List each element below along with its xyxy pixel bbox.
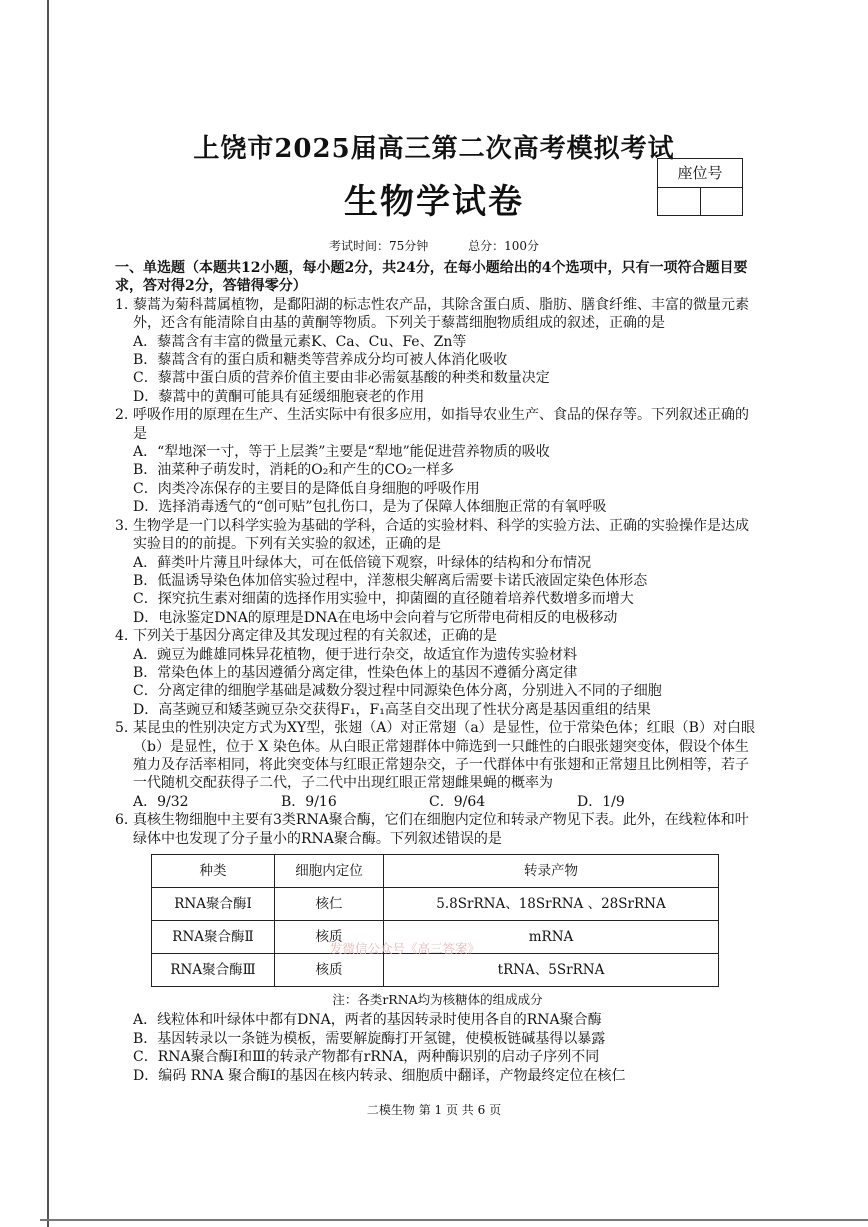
option: B．油菜种子萌发时，消耗的O₂和产生的CO₂一样多 [133,462,455,479]
bottom-edge-line [40,1219,868,1221]
section-heading: 一、单选题（本题共12小题，每小题2分，共24分，在每小题给出的4个选项中，只有一项符合题目要求，答对得2分，答错得零分） [115,260,748,295]
table-cell: 5.8SrRNA、18SrRNA 、28SrRNA [384,888,719,921]
options-row [115,793,760,811]
table-header-cell: 转录产物 [384,855,719,888]
option: B．低温诱导染色体加倍实验过程中，洋葱根尖解离后需要卡诺氏液固定染色体形态 [133,572,648,589]
rna-polymerase-table [151,854,719,987]
table-header-row [152,855,719,888]
question-number: 4. [115,628,129,645]
table-cell: 核质 [275,954,384,987]
table-cell: RNA聚合酶Ⅱ [152,921,275,954]
question-stem: 藜蒿为菊科蒿属植物，是鄱阳湖的标志性农产品，其除含蛋白质、脂肪、膳食纤维、丰富的微量元素外，还含有能清除自由基的黄酮等物质。下列关于藜蒿细胞物质组成的叙述，正确的是 [133,296,749,332]
question-stem: 生物学是一门以科学实验为基础的学科，合适的实验材料、科学的实验方法、正确的实验操作是达成实验目的的前提。下列有关实验的叙述，正确的是 [133,517,749,553]
question-stem: 真核生物细胞中主要有3类RNA聚合酶，它们在细胞内定位和转录产物见下表。此外，在线粒体和叶绿体中也发现了分子量小的RNA聚合酶。下列叙述错误的是 [133,812,749,847]
question [115,296,760,333]
option: B．藜蒿含有的蛋白质和糖类等营养成分均可被人体消化吸收 [133,352,508,369]
option: A．9/32 [133,793,189,810]
exam-info [0,237,868,254]
question-stem: 呼吸作用的原理在生产、生活实际中有很多应用，如指导农业生产、食品的保存等。下列叙述正确的是 [133,407,749,442]
option: B．9/16 [281,793,337,810]
option: A．线粒体和叶绿体中都有DNA，两者的基因转录时使用各自的RNA聚合酶 [133,1012,602,1029]
question-number: 1. [115,296,129,313]
table-row [152,888,719,921]
option: C．藜蒿中蛋白质的营养价值主要由非必需氨基酸的种类和数量决定 [133,370,550,387]
option: D．藜蒿中的黄酮可能具有延缓细胞衰老的作用 [133,388,425,405]
option: A．藜蒿含有丰富的微量元素K、Ca、Cu、Fe、Zn等 [133,333,467,350]
table-cell: RNA聚合酶Ⅰ [152,888,275,921]
table-cell: RNA聚合酶Ⅲ [152,954,275,987]
exam-title: 上饶市2025届高三第二次高考模拟考试 [193,134,675,164]
page-footer: 二模生物 第 1 页 共 6 页 [366,1103,502,1117]
watermark-text: 发微信公众号《高三答案》 [330,941,481,956]
question-number: 5. [115,720,129,737]
option: C．肉类冷冻保存的主要目的是降低自身细胞的呼吸作用 [133,480,480,497]
option: C．9/64 [429,793,486,810]
exam-score: 总分：100分 [468,239,539,253]
table-cell: 核质 [275,921,384,954]
question [115,517,760,554]
question-stem: 下列关于基因分离定律及其发现过程的有关叙述，正确的是 [133,628,497,645]
option: D．电泳鉴定DNA的原理是DNA在电场中会向着与它所带电荷相反的电极移动 [133,609,618,626]
exam-time: 考试时间：75分钟 [328,239,429,253]
table-header-cell: 细胞内定位 [275,855,384,888]
option: D．选择消毒透气的“创可贴”包扎伤口，是为了保障人体细胞正常的有氧呼吸 [133,499,607,516]
subject-title: 生物学试卷 [344,182,524,222]
question-number: 3. [115,517,129,534]
option: A．豌豆为雌雄同株异花植物，便于进行杂交，故适宜作为遗传实验材料 [133,646,578,663]
question-number: 2. [115,407,129,424]
option: D．编码 RNA 聚合酶Ⅰ的基因在核内转录、细胞质中翻译，产物最终定位在核仁 [133,1067,626,1084]
option: C．RNA聚合酶Ⅰ和Ⅲ的转录产物都有rRNA，两种酶识别的启动子序列不同 [133,1049,600,1066]
question [115,719,760,793]
question [115,627,760,645]
table-note: 注：各类rRNA均为核糖体的组成成分 [332,992,543,1007]
option: B．基因转录以一条链为模板，需要解旋酶打开氢键，使模板链碱基得以暴露 [133,1030,606,1047]
question [115,811,760,848]
option: A．藓类叶片薄且叶绿体大，可在低倍镜下观察，叶绿体的结构和分布情况 [133,554,592,571]
option: D．1/9 [577,793,625,810]
option: D．高茎豌豆和矮茎豌豆杂交获得F₁，F₁高茎自交出现了性状分离是基因重组的结果 [133,701,651,718]
question-content [115,259,760,1085]
option: B．常染色体上的基因遵循分离定律，性染色体上的基因不遵循分离定律 [133,664,578,681]
question-number: 6. [115,812,129,829]
option: A．“犁地深一寸，等于上层粪”主要是“犁地”能促进营养物质的吸收 [133,444,550,461]
table-row [152,954,719,987]
question [115,406,760,443]
table-cell: mRNA [384,921,719,954]
option: C．分离定律的细胞学基础是减数分裂过程中同源染色体分离，分别进入不同的子细胞 [133,683,662,700]
table-header-cell: 种类 [152,855,275,888]
table-cell: tRNA、5SrRNA [384,954,719,987]
table-cell: 核仁 [275,888,384,921]
option: C．探究抗生素对细菌的选择作用实验中，抑菌圈的直径随着培养代数增多而增大 [133,591,634,608]
question-stem: 某昆虫的性别决定方式为XY型，张翅（A）对正常翅（a）是显性，位于常染色体；红眼（B）对白眼（b）是显性，位于 X 染色体。从白眼正常翅群体中筛选到一只雌性的白眼张翅突变体，假设个体生殖力及存活率相同，将此突变体与红眼正常翅杂交，子一代群体中有张翅和正常翅且比例相等，若子一代随机交配获得子二代，子二代中出现红眼正常翅雌果蝇的概率为 [133,720,755,792]
seat-number-label: 座位号 [658,159,742,188]
